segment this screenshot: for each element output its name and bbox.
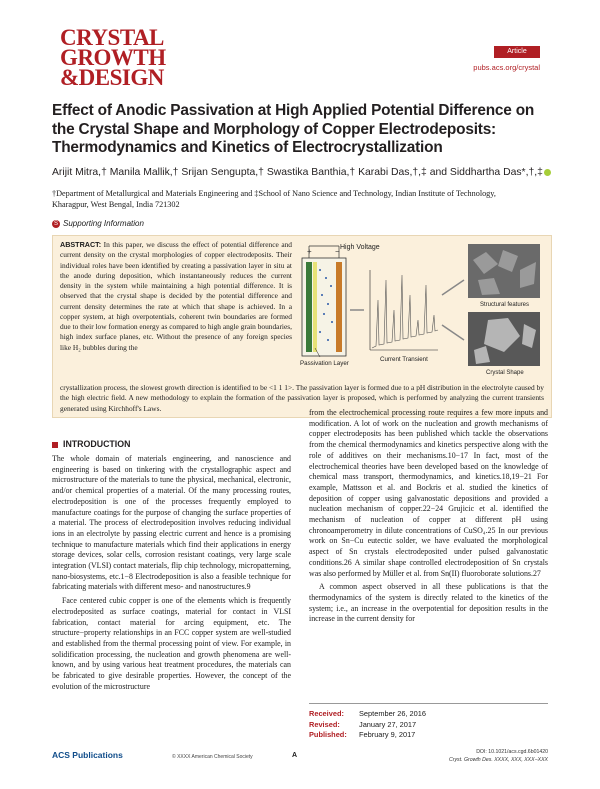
author-names[interactable]: Arijit Mitra,† Manila Mallik,† Srijan Sengupta,† Swastika Banthia,† Karabi Das,†,‡ and Siddhartha Das*,†,‡ xyxy=(52,167,543,178)
journal-logo xyxy=(60,25,210,90)
abstract-body-wide: crystallization process, the slowest growth direction is identified to be <1 1 1>. The passivation layer is formed due to a pH distribution in the electrolyte caused by the high electric field. A new methodology to explain the formation of the passivation layer is proposed, which is performed by analyzing the current transients generated using Kirchhoff's Laws. xyxy=(60,383,544,413)
toc-passivation-layer: Passivation Layer xyxy=(300,360,349,367)
journal-url[interactable]: pubs.acs.org/crystal xyxy=(473,63,540,72)
toc-high-voltage: High Voltage xyxy=(340,244,380,251)
logo-line-1: CRYSTAL xyxy=(60,25,164,50)
revised-label: Revised: xyxy=(309,719,340,729)
intro-paragraph-1: The whole domain of materials engineering, and nanoscience and engineering is based on tinkering with the crystallographic aspect and microstructure of the materials to tune the physical, mechanical, electronic, and/or chemical properties of a material. Of the many processing routes, electrodeposition is one of the processes frequently employed to manufacture coatings for the purpose of changing the surface properties of a material. The process of electrodeposition involves reducing individual ions in an electrolyte by passing electric current and hence is a promising technique to manufacture materials which find their applications in energy storage devices, solar cells, corrosion resistant coatings, very large scale integration (VLSI) contact materials, flip chip technology, micropatterning, nano-biosystems, etc.1−8 Electrodeposition is also a feasible technique for fabricating materials with different meso- and nanostructures.9 xyxy=(52,454,291,592)
intro-column-2 xyxy=(309,408,548,625)
toc-graphic xyxy=(298,240,544,382)
article-type-tag: Article xyxy=(494,46,540,58)
intro-paragraph-2: Face centered cubic copper is one of the elements which is frequently electrodeposited as surface coatings, material for contact in VLSI fabrication, contact material for arcing equipment, etc. The structure−property relationships in an FCC copper system are well-studied and established from the thermal processing point of view. For example, in solidification processing, the nucleation and growth phenomena are well-known, and by using various heat treatment procedures, the materials can be fabricated to give desirable properties. However, the concept of the evolution of the microstructure xyxy=(52,596,291,691)
publication-dates xyxy=(309,703,548,741)
abstract-text xyxy=(60,240,292,353)
section-marker-icon xyxy=(52,442,58,448)
supporting-info-label: Supporting Information xyxy=(63,219,144,228)
page-footer xyxy=(52,748,548,768)
intro-paragraph-3: from the electrochemical processing route requires a few more inputs and modification. A lot of work on the nucleation and growth mechanisms of copper electrodeposits has been published which tackle the observations from the chemical thermodynamics and kinetics perspective along with the role of additives on their mechanisms.10−17 In fact, most of the electrochemical theories have been developed based on the knowledge of chemical mass transport, thermodynamics, and kinetics.18,19−21 For example, Mattsson et al. and Bockris et al. studied the kinetics of deposition of copper using galvanostatic depositions and provided a nucleation mechanism of copper.22−24 Grujicic et al. identified the mechanism of nucleation of copper at different pH using chronoamperometry in dilute concentrations of CuSO₄.25 In our previous work on Sn−Cu eutectic solder, we have evaluated the morphological aspect of Sn crystals electrodeposited under pulsed galvanostatic conditions.26 A similar shape controlled electrodeposition of Sn crystals was also performed by Müller et al. from Sn(II) fluoroborate solutions.27 xyxy=(309,408,548,578)
logo-line-3: &DESIGN xyxy=(60,65,164,90)
introduction-heading-label: INTRODUCTION xyxy=(63,439,131,449)
doi-link[interactable]: DOI: 10.1021/acs.cgd.6b01420 xyxy=(476,749,548,755)
received-date-row xyxy=(309,709,548,720)
supporting-information-link[interactable] xyxy=(52,219,144,228)
doi-citation xyxy=(449,749,548,764)
published-label: Published: xyxy=(309,730,347,739)
section-heading-introduction xyxy=(52,439,130,449)
passivation-layer-band xyxy=(313,262,317,352)
published-date-row xyxy=(309,730,548,741)
affiliation: †Department of Metallurgical and Materials Engineering and ‡School of Nano Science and Technology, Indian Institute of Technology, Kharagpur, West Bengal, India 721302 xyxy=(52,189,496,209)
published-date: February 9, 2017 xyxy=(359,730,416,739)
copyright-notice: © XXXX American Chemical Society xyxy=(172,754,253,760)
arrow-to-shape xyxy=(442,325,464,340)
intro-paragraph-4: A common aspect observed in all these publications is that the thermodynamics of the system is directly related to the kinetics of the system; i.e., an increase in the overpotential for deposition results in the increase in the current density for xyxy=(309,582,548,624)
page-number: A xyxy=(292,752,298,759)
orcid-icon[interactable] xyxy=(544,169,551,176)
citation-text: Cryst. Growth Des. XXXX, XXX, XXX−XXX xyxy=(448,756,548,763)
acs-publications-logo[interactable]: ACS Publications xyxy=(52,750,123,760)
toc-structural-features: Structural features xyxy=(480,302,530,308)
intro-column-1 xyxy=(52,454,291,692)
abstract-body-narrow: In this paper, we discuss the effect of potential difference and current density on the crystal morphologies of copper electrodeposits. Their individual roles have been identified by creating a passivation layer in situ at the anode during deposition, which instantaneously reduces the current density in the system while maintaining a high potential difference. It is observed that the crystal shape is decided by the potential difference and current density determines the rate at which that shape is achieved. In a copper system, at high overpotentials, coherent twin boundaries are formed due to their low formation energy as compared to high angle grain boundaries, high index surface planes, etc. Without the presence of any foreign species like H₂ bubbles during the xyxy=(60,240,292,352)
received-label: Received: xyxy=(309,709,344,718)
logo-line-2: GROWTH xyxy=(60,45,166,70)
minus-terminal: − xyxy=(335,247,340,256)
toc-crystal-shape: Crystal Shape xyxy=(486,370,524,376)
paper-title: Effect of Anodic Passivation at High Applied Potential Difference on the Crystal Shape and Morphology of Copper Electrodeposits: Thermodynamics and Kinetics of Electrocrystallization xyxy=(52,102,535,156)
revised-date: January 27, 2017 xyxy=(359,719,417,729)
received-date: September 26, 2016 xyxy=(359,709,426,718)
supporting-info-icon: S xyxy=(53,220,58,227)
plus-terminal: + xyxy=(307,247,312,256)
anode-electrode xyxy=(306,262,312,352)
arrow-to-structure xyxy=(442,280,464,295)
cathode-electrode xyxy=(336,262,342,352)
current-transient-curve xyxy=(372,275,438,348)
abstract-label: ABSTRACT: xyxy=(60,240,102,249)
author-list xyxy=(52,167,562,178)
toc-current-transient: Current Transient xyxy=(380,356,428,363)
revised-date-row xyxy=(309,720,548,731)
